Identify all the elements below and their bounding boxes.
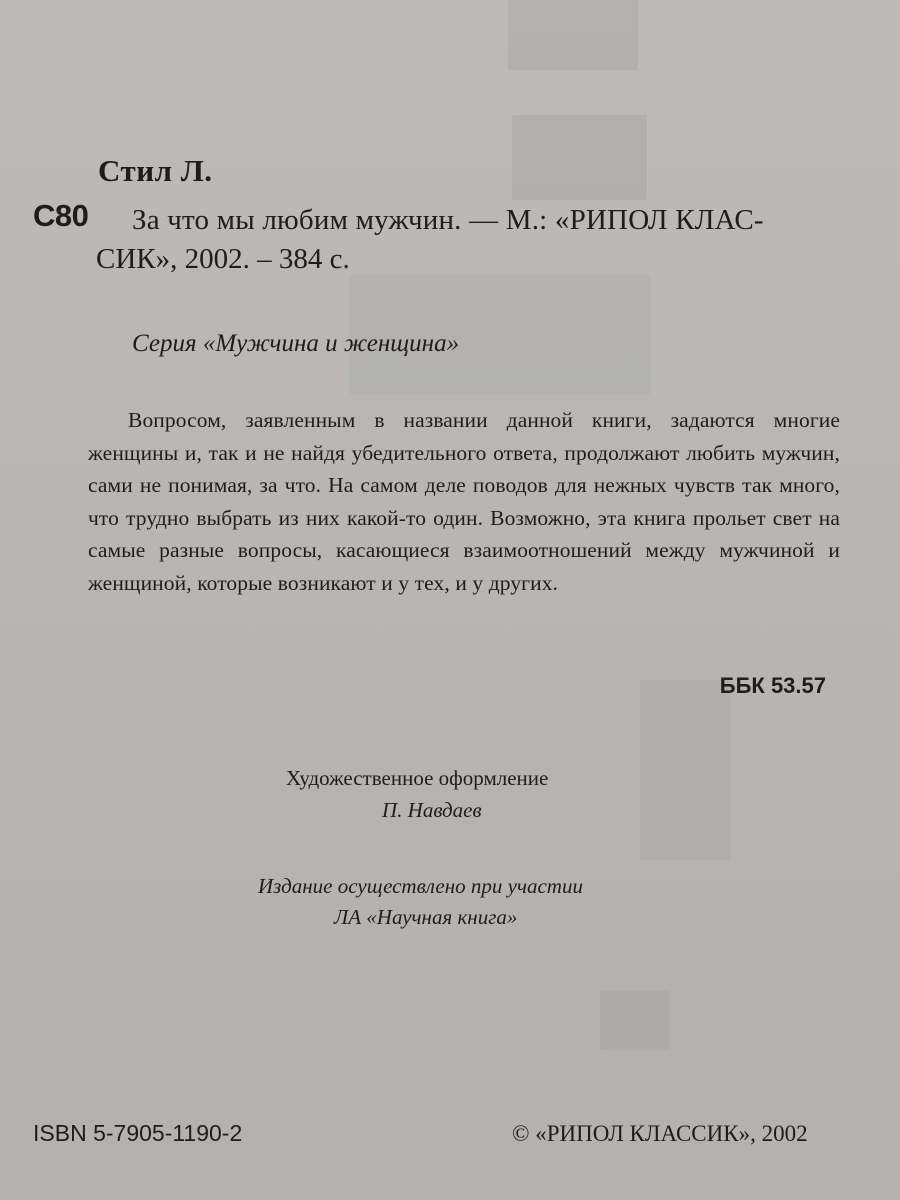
copyright-notice: © «РИПОЛ КЛАССИК», 2002 — [512, 1121, 808, 1146]
series-title: «Мужчина и женщина» — [202, 330, 460, 357]
author-name: Стил Л. — [98, 153, 213, 188]
series-prefix: Серия — [132, 330, 197, 357]
bleed-through-shadow — [508, 0, 638, 70]
published-with-label: Издание осуществлено при участии — [258, 874, 583, 898]
series-line — [132, 330, 459, 358]
annotation-paragraph: Вопросом, заявленным в названии данной книги, задаются многие женщины и, так и не найдя убедительного ответа, продолжают любить мужчин, сами не понимая, за что. На самом деле поводов для нежных чувств так много, что трудно выбрать из них какой-то один. Возможно, эта книга прольет свет на самые разные вопросы, касающиеся взаимоотношений между мужчиной и женщиной, которые возникают и у тех, и у других. — [88, 408, 840, 595]
bleed-through-shadow — [640, 680, 730, 860]
bibliographic-line-2: СИК», 2002. – 384 с. — [96, 243, 350, 275]
bibliographic-line-1: За что мы любим мужчин. — М.: «РИПОЛ КЛАС- — [132, 204, 764, 236]
art-designer-name: П. Навдаев — [382, 798, 482, 822]
classification-code: С80 — [33, 198, 89, 233]
art-design-label: Художественное оформление — [286, 766, 549, 790]
bleed-through-shadow — [600, 990, 670, 1050]
bbk-index: ББК 53.57 — [719, 673, 826, 698]
isbn: ISBN 5-7905-1190-2 — [33, 1120, 243, 1146]
published-with-name: ЛА «Научная книга» — [334, 905, 518, 929]
bleed-through-shadow — [512, 115, 647, 200]
